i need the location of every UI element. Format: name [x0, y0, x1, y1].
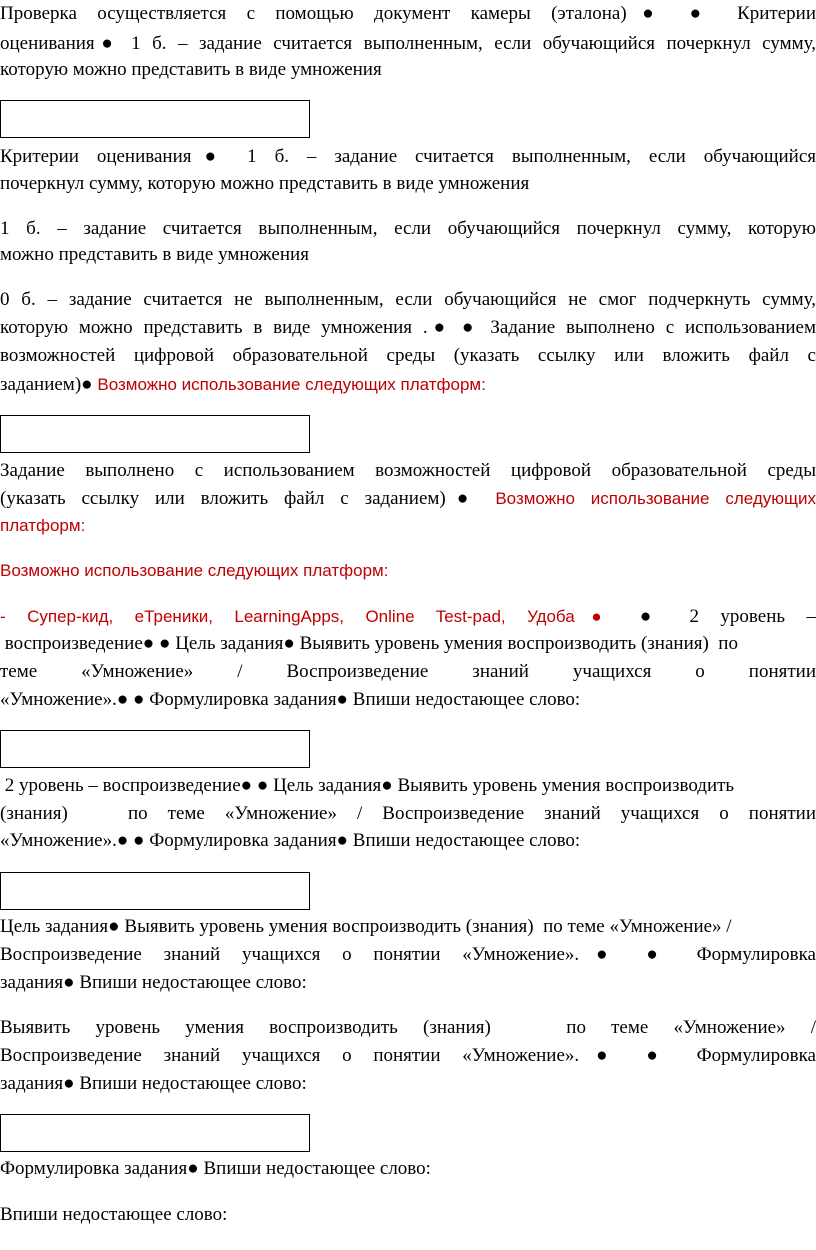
empty-frame — [0, 730, 310, 768]
platforms-note: платформ: — [0, 516, 86, 535]
text-line — [0, 559, 816, 583]
empty-frame — [0, 872, 310, 910]
text-line — [0, 514, 816, 538]
text-line: Задание выполнено с использованием возможностей цифровой образовательной среды — [0, 460, 816, 481]
platforms-note: Возможно использование следующих платформ: — [0, 561, 389, 580]
text-line: Воспроизведение знаний учащихся о понятии «Умножение».● ● Формулировка — [0, 1045, 816, 1066]
empty-frame — [0, 415, 310, 453]
text-line: 2 уровень – воспроизведение● ● Цель задания● Выявить уровень умения воспроизводить — [0, 775, 735, 796]
text-line: воспроизведение● ● Цель задания● Выявить уровень умения воспроизводить (знания) по — [0, 633, 738, 654]
text-line: можно представить в виде умножения — [0, 244, 309, 265]
text-line: 1 б. – задание считается выполненным, если обучающийся почеркнул сумму, которую — [0, 218, 816, 239]
text-line: Впиши недостающее слово: — [0, 1204, 228, 1225]
text-line: «Умножение».● ● Формулировка задания● Впиши недостающее слово: — [0, 689, 581, 710]
text-line: задания● Впиши недостающее слово: — [0, 1073, 307, 1094]
platforms-note: Возможно использование следующих платформ: — [97, 375, 486, 394]
text-line: «Умножение».● ● Формулировка задания● Впиши недостающее слово: — [0, 830, 581, 851]
text-line: почеркнул сумму, которую можно представить в виде умножения — [0, 173, 530, 194]
text-line: задания● Впиши недостающее слово: — [0, 972, 307, 993]
empty-frame — [0, 100, 310, 138]
text-line: Критерии оценивания● 1 б. – задание считается выполненным, если обучающийся — [0, 146, 816, 167]
text-line: Цель задания● Выявить уровень умения воспроизводить (знания) по теме «Умножение» / — [0, 916, 732, 937]
text-line: - Супер-кид, еТреники, LearningApps, Online Test-pad, Удоба● ● 2 уровень – — [0, 606, 816, 627]
text-line: (указать ссылку или вложить файл с заданием)● Возможно использование следующих — [0, 488, 816, 509]
text-line: Проверка осуществляется с помощью документ камеры (эталона)● ● Критерии — [0, 3, 816, 24]
text-line: Формулировка задания● Впиши недостающее слово: — [0, 1158, 431, 1179]
text-line: которую можно представить в виде умножения — [0, 59, 382, 80]
text-line: возможностей цифровой образовательной среды (указать ссылку или вложить файл с — [0, 345, 816, 366]
text-line: (знания) по теме «Умножение» / Воспроизведение знаний учащихся о понятии — [0, 803, 816, 824]
text-line: которую можно представить в виде умножения .● ● Задание выполнено с использованием — [0, 317, 816, 338]
empty-frame — [0, 1114, 310, 1152]
platforms-list: - Супер-кид, еТреники, LearningApps, Online Test-pad, Удоба● — [0, 607, 619, 626]
text-line: 0 б. – задание считается не выполненным, если обучающийся не смог подчеркнуть сумму, — [0, 289, 816, 310]
text-line: теме «Умножение» / Воспроизведение знаний учащихся о понятии — [0, 661, 816, 682]
platforms-note: Возможно использование следующих — [495, 489, 816, 508]
text-line: Воспроизведение знаний учащихся о понятии «Умножение».● ● Формулировка — [0, 944, 816, 965]
text-line: заданием)● Возможно использование следующих платформ: — [0, 374, 486, 395]
text-line: Выявить уровень умения воспроизводить (знания) по теме «Умножение» / — [0, 1017, 816, 1038]
text-line: оценивания● 1 б. – задание считается выполненным, если обучающийся почеркнул сумму, — [0, 33, 816, 54]
